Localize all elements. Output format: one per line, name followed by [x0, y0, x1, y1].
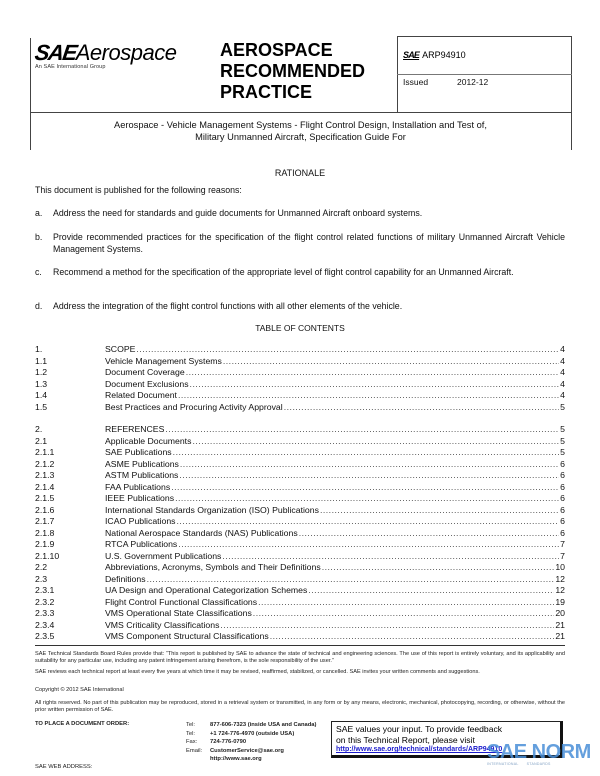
contact-row [186, 721, 316, 730]
title-line: Military Unmanned Aircraft, Specification Guide For [195, 132, 406, 142]
toc-leader [222, 551, 559, 563]
toc-leader [322, 562, 555, 574]
toc-entry[interactable] [35, 597, 565, 609]
item-letter: d. [35, 301, 43, 311]
review-text: SAE reviews each technical report at least every five years at which time it may be revised, reaffirmed, stabilized, or cancelled. SAE invites your written comments and suggestions. [35, 669, 480, 675]
toc-leader [258, 597, 554, 609]
item-letter: c. [35, 267, 42, 277]
toc-entry[interactable] [35, 367, 565, 379]
toc-title: VMS Criticality Classifications [105, 619, 220, 630]
feedback-line: SAE values your input. To provide feedback [336, 724, 503, 734]
toc-entry[interactable] [35, 436, 565, 448]
toc-leader [284, 402, 559, 414]
toc-leader [178, 390, 559, 402]
toc-number: 2.3.3 [35, 608, 55, 618]
toc-page: 4 [560, 355, 565, 366]
toc-entry[interactable] [35, 620, 565, 632]
toc-title: Best Practices and Procuring Activity Approval [105, 401, 283, 412]
contact-value: +1 724-776-4970 (outside USA) [210, 730, 295, 737]
contact-value: 877-606-7323 (inside USA and Canada) [210, 722, 317, 728]
contact-key: Fax: [186, 739, 198, 745]
issued-date [403, 77, 488, 87]
toc-page: 4 [560, 367, 565, 377]
toc-title: VMS Operational State Classifications [105, 608, 252, 618]
toc-title: National Aerospace Standards (NAS) Publications [105, 527, 298, 538]
toc-page: 6 [560, 458, 565, 469]
contact-row [186, 730, 316, 739]
toc-leader [147, 574, 555, 586]
toc-entry[interactable] [35, 402, 565, 414]
sae-mini-logo: SAE [403, 50, 420, 60]
toc-entry[interactable] [35, 356, 565, 368]
item-text: Recommend a method for the specification of the appropriate level of flight control capability for an Unmanned Aircraft. [53, 267, 514, 277]
toc-page: 21 [555, 619, 565, 630]
toc-leader [186, 367, 559, 379]
toc-page: 19 [555, 596, 565, 607]
toc-page: 5 [560, 447, 565, 457]
contact-row [186, 747, 316, 756]
toc-number: 1.4 [35, 390, 48, 400]
toc-entry[interactable] [35, 585, 565, 597]
toc-number: 2.1.1 [35, 447, 55, 457]
toc-number: 2.3.4 [35, 619, 55, 630]
logo-brand: SAE [33, 40, 78, 65]
toc-leader [165, 424, 559, 436]
toc-number: 2.3.1 [35, 585, 55, 595]
toc-entry[interactable] [35, 447, 565, 459]
toc-page: 6 [560, 493, 565, 503]
toc-number: 2.3 [35, 573, 48, 584]
toc-title: Definitions [105, 573, 146, 584]
doc-type-line: AEROSPACE [220, 40, 333, 60]
toc-title: Document Coverage [105, 367, 185, 377]
toc-entry[interactable] [35, 459, 565, 471]
toc-entry[interactable] [35, 562, 565, 574]
web-address-label: SAE WEB ADDRESS: [35, 764, 93, 770]
toc-entry[interactable] [35, 493, 565, 505]
toc-number: 2.1.9 [35, 539, 55, 549]
logo-name: Aerospace [75, 40, 177, 65]
toc-entry[interactable] [35, 516, 565, 528]
toc-number: 1.5 [35, 401, 48, 412]
toc-page: 6 [560, 470, 565, 480]
rationale-intro: This document is published for the following reasons: [35, 185, 242, 195]
document-number [403, 50, 466, 60]
toc-entry[interactable] [35, 470, 565, 482]
doc-number-value: ARP94910 [422, 50, 466, 60]
toc-title: ASME Publications [105, 458, 179, 469]
toc-leader [178, 539, 559, 551]
toc-page: 4 [560, 390, 565, 400]
toc-leader [299, 528, 559, 540]
toc-leader [253, 608, 555, 620]
item-text: Provide recommended practices for the specification of the flight control related functions of military Unmanned Aircraft Vehicle Management Systems. [53, 232, 565, 254]
toc-leader [220, 620, 554, 632]
logo-tagline: An SAE International Group [35, 64, 106, 70]
toc-leader [308, 585, 554, 597]
item-letter: a. [35, 208, 43, 218]
toc-page: 12 [555, 585, 565, 595]
doc-type-line: RECOMMENDED [220, 61, 366, 81]
toc-title: Document Exclusions [105, 378, 189, 389]
toc-number: 1.2 [35, 367, 48, 377]
toc-title: Abbreviations, Acronyms, Symbols and Their Definitions [105, 562, 321, 572]
toc-leader [136, 344, 559, 356]
toc-leader [223, 356, 559, 368]
item-text: Address the integration of the flight control functions with all other elements of the vehicle. [53, 301, 403, 311]
toc-entry[interactable] [35, 505, 565, 517]
contact-key: Email: [186, 747, 203, 754]
contact-row [186, 738, 316, 747]
toc-title: ICAO Publications [105, 516, 176, 526]
toc-leader [171, 482, 559, 494]
issued-label: Issued [403, 77, 429, 87]
toc-leader [175, 493, 559, 505]
toc-number: 2.1.3 [35, 470, 55, 480]
order-label: TO PLACE A DOCUMENT ORDER: [35, 721, 130, 727]
toc-entry[interactable] [35, 551, 565, 563]
toc-number: 2.1.8 [35, 527, 55, 538]
board-rules-text: SAE Technical Standards Board Rules provide that: “This report is published by SAE to advance the state of technical and engineering sciences. The use of this report is entirely voluntary, and its applicability and suitability for any particular use, including any patent infringement arising therefrom, is the sole responsibility of the user.” [35, 651, 565, 665]
toc-title: SAE Publications [105, 447, 172, 457]
toc-title: UA Design and Operational Categorization Schemes [105, 585, 308, 595]
toc-number: 2.3.5 [35, 631, 55, 641]
toc-title: Vehicle Management Systems [105, 355, 222, 366]
toc-title: Flight Control Functional Classifications [105, 596, 258, 607]
rights-text: All rights reserved. No part of this publication may be reproduced, stored in a retrieval system or transmitted, in any form or by any means, electronic, mechanical, photocopying, recording, or otherwise, without the prior written permission of SAE. [35, 700, 565, 714]
toc-title: Applicable Documents [105, 435, 192, 446]
feedback-link[interactable]: http://www.sae.org/technical/standards/ARP94910 [336, 746, 503, 753]
toc-number: 2. [35, 424, 43, 434]
toc-title: REFERENCES [105, 424, 165, 434]
toc-entry[interactable] [35, 574, 565, 586]
watermark-right: STANDARDS [526, 762, 551, 766]
footer-separator [35, 645, 565, 646]
watermark-left: INTERNATIONAL [487, 762, 519, 766]
doc-type-line: PRACTICE [220, 82, 313, 102]
website-link[interactable]: http://www.sae.org [210, 756, 262, 762]
contact-key: Tel: [186, 722, 196, 728]
toc-number: 1.1 [35, 355, 48, 366]
toc-entry[interactable] [35, 608, 565, 620]
contact-info [186, 721, 316, 764]
toc-page: 6 [560, 504, 565, 515]
toc-number: 1.3 [35, 378, 48, 389]
toc-heading: TABLE OF CONTENTS [255, 323, 345, 333]
toc-page: 6 [560, 481, 565, 492]
toc-page: 21 [555, 631, 565, 641]
toc-page: 5 [560, 424, 565, 434]
rationale-item [35, 267, 565, 279]
toc-page: 7 [560, 539, 565, 549]
sae-norm-watermark [487, 741, 591, 766]
contact-key: Tel: [186, 730, 196, 737]
toc-number: 2.2 [35, 562, 48, 572]
toc-page: 7 [560, 550, 565, 561]
toc-title: FAA Publications [105, 481, 171, 492]
header-border-top [397, 36, 572, 37]
toc-page: 4 [560, 344, 565, 354]
toc-number: 2.1.7 [35, 516, 55, 526]
toc-title: SCOPE [105, 344, 136, 354]
toc-title: ASTM Publications [105, 470, 179, 480]
title-line: Aerospace - Vehicle Management Systems - Flight Control Design, Installation and Test of, [114, 120, 487, 130]
toc-page: 5 [560, 435, 565, 446]
toc-number: 2.1.10 [35, 550, 60, 561]
rationale-item [35, 208, 565, 220]
contact-key [186, 755, 210, 764]
toc-page: 20 [555, 608, 565, 618]
toc-number: 2.3.2 [35, 596, 55, 607]
toc-page: 6 [560, 527, 565, 538]
toc-entry[interactable] [35, 379, 565, 391]
toc-title: VMS Component Structural Classifications [105, 631, 269, 641]
toc-number: 2.1.2 [35, 458, 55, 469]
document-title [30, 119, 571, 143]
toc-number: 2.1 [35, 435, 48, 446]
toc-entry[interactable] [35, 482, 565, 494]
toc-number: 2.1.5 [35, 493, 55, 503]
copyright-text: Copyright © 2012 SAE International [35, 687, 124, 693]
toc-entry[interactable] [35, 539, 565, 551]
toc-entry[interactable] [35, 424, 565, 436]
issued-value: 2012-12 [457, 77, 489, 87]
toc-page: 12 [555, 573, 565, 584]
rationale-item [35, 232, 565, 255]
contact-row [186, 755, 316, 764]
item-text: Address the need for standards and guide documents for Unmanned Aircraft onboard systems. [53, 208, 423, 218]
toc-entry[interactable] [35, 631, 565, 643]
toc-page: 6 [560, 516, 565, 526]
toc-page: 10 [555, 562, 565, 572]
sae-aerospace-logo [35, 40, 176, 70]
toc-number: 1. [35, 344, 43, 354]
document-type [220, 40, 365, 103]
toc-leader [173, 447, 560, 459]
header-divider-horizontal [30, 112, 572, 113]
toc-title: IEEE Publications [105, 493, 175, 503]
toc-number: 2.1.6 [35, 504, 55, 515]
watermark-main: SAE NORM [487, 741, 591, 763]
toc-leader [270, 631, 555, 643]
toc-page: 4 [560, 378, 565, 389]
rationale-heading: RATIONALE [274, 168, 326, 178]
contact-email[interactable]: CustomerService@sae.org [210, 747, 284, 754]
toc-title: RTCA Publications [105, 539, 178, 549]
feedback-line: on this Technical Report, please visit [336, 735, 475, 745]
toc-leader [320, 505, 559, 517]
toc-page: 5 [560, 401, 565, 412]
toc-leader [179, 470, 559, 482]
toc-number: 2.1.4 [35, 481, 55, 492]
contact-value: 724-776-0790 [210, 739, 247, 745]
toc-leader [180, 459, 559, 471]
toc-title: Related Document [105, 390, 177, 400]
toc-leader [177, 516, 560, 528]
item-letter: b. [35, 232, 43, 242]
header-border-right [571, 36, 572, 150]
header-divider-docnum [397, 74, 572, 75]
toc-title: U.S. Government Publications [105, 550, 222, 561]
toc-title: International Standards Organization (ISO) Publications [105, 504, 319, 515]
toc-entry[interactable] [35, 344, 565, 356]
toc-leader [190, 379, 560, 391]
toc-entry[interactable] [35, 390, 565, 402]
toc-leader [192, 436, 559, 448]
rationale-item [35, 301, 565, 313]
toc-entry[interactable] [35, 528, 565, 540]
